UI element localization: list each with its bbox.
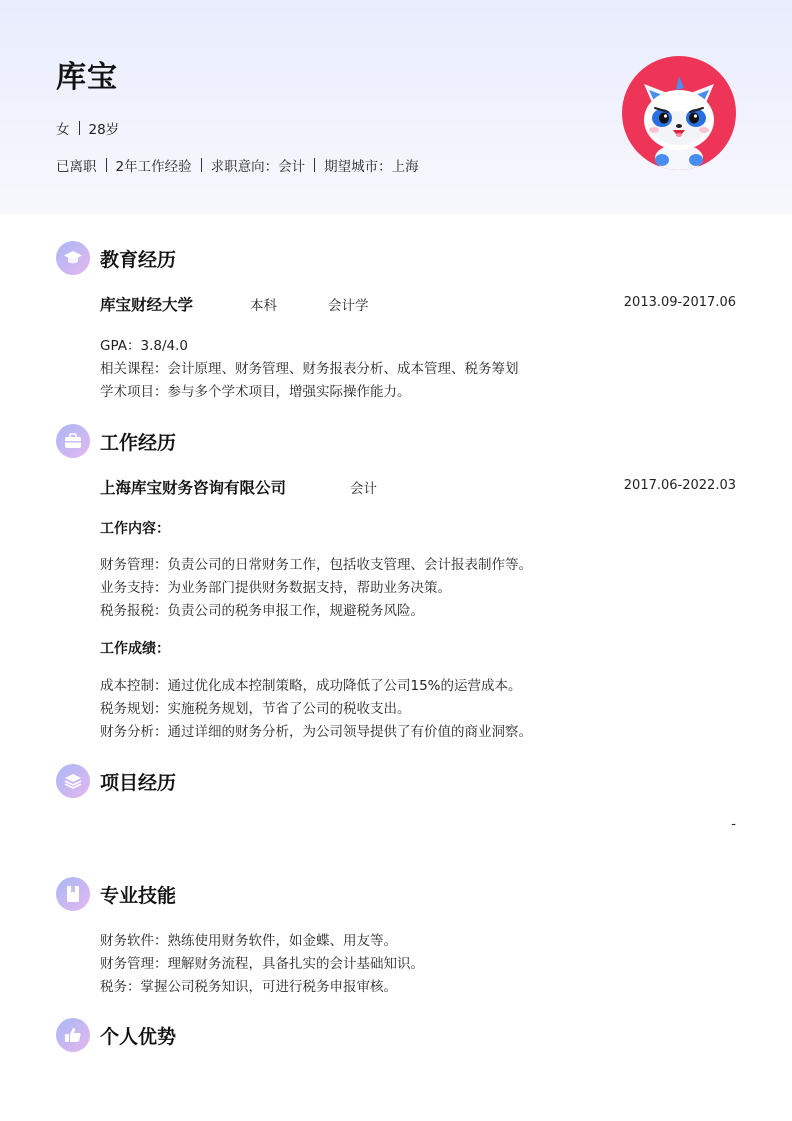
divider — [314, 158, 315, 172]
layers-icon — [56, 764, 90, 798]
school-name: 库宝财经大学 — [100, 296, 194, 314]
job-intent: 求职意向：会计 — [210, 159, 306, 175]
work-date: 2017.06-2022.03 — [623, 478, 736, 493]
work-content-line: 业务支持：为业务部门提供财务数据支持，帮助业务决策。 — [100, 580, 451, 596]
education-detail: 相关课程：会计原理、财务管理、财务报表分析、成本管理、税务筹划 — [100, 361, 519, 377]
achievement-line: 财务分析：通过详细的财务分析，为公司领导提供了有价值的商业洞察。 — [100, 724, 532, 740]
section-projects — [56, 764, 176, 798]
book-icon — [56, 877, 90, 911]
education-detail: GPA：3.8/4.0 — [100, 338, 188, 354]
section-title: 工作经历 — [100, 431, 177, 454]
skill-line: 税务：掌握公司税务知识，可进行税务申报审核。 — [100, 979, 397, 995]
section-title: 专业技能 — [100, 884, 177, 907]
employment-status: 已离职 — [56, 159, 97, 175]
candidate-name: 库宝 — [56, 60, 118, 95]
education-date: 2013.09-2017.06 — [623, 295, 736, 310]
briefcase-icon — [56, 424, 90, 458]
divider — [201, 158, 202, 172]
skill-line: 财务软件：熟练使用财务软件，如金蝶、用友等。 — [100, 933, 397, 949]
education-detail: 学术项目：参与多个学术项目，增强实际操作能力。 — [100, 384, 411, 400]
degree: 本科 — [250, 298, 277, 314]
graduation-cap-icon — [56, 241, 90, 275]
section-title: 教育经历 — [100, 248, 177, 271]
work-content-line: 财务管理：负责公司的日常财务工作，包括收支管理、会计报表制作等。 — [100, 557, 532, 573]
section-education — [56, 241, 176, 275]
expected-city: 期望城市：上海 — [324, 159, 419, 175]
divider — [106, 158, 107, 172]
section-advantages — [56, 1018, 176, 1052]
work-achievements-heading: 工作成绩： — [100, 641, 170, 657]
work-content-line: 税务报税：负责公司的税务申报工作，规避税务风险。 — [100, 603, 424, 619]
section-skills — [56, 877, 176, 911]
company-name: 上海库宝财务咨询有限公司 — [100, 479, 287, 497]
major: 会计学 — [328, 298, 369, 314]
basic-info — [56, 118, 119, 138]
section-title: 个人优势 — [100, 1025, 177, 1048]
age: 28岁 — [88, 122, 120, 138]
section-title: 项目经历 — [100, 771, 177, 794]
project-date: - — [731, 817, 736, 832]
divider — [79, 121, 80, 135]
cat-mascot-icon — [622, 56, 736, 170]
achievement-line: 成本控制：通过优化成本控制策略，成功降低了公司15%的运营成本。 — [100, 678, 522, 694]
section-work — [56, 424, 176, 458]
job-info — [56, 155, 419, 175]
thumbs-up-icon — [56, 1018, 90, 1052]
position: 会计 — [350, 481, 377, 497]
achievement-line: 税务规划：实施税务规划，节省了公司的税收支出。 — [100, 701, 411, 717]
work-content-heading: 工作内容： — [100, 521, 170, 537]
gender: 女 — [56, 122, 70, 138]
avatar — [622, 56, 736, 170]
work-experience: 2年工作经验 — [115, 159, 192, 175]
skill-line: 财务管理：理解财务流程，具备扎实的会计基础知识。 — [100, 956, 424, 972]
